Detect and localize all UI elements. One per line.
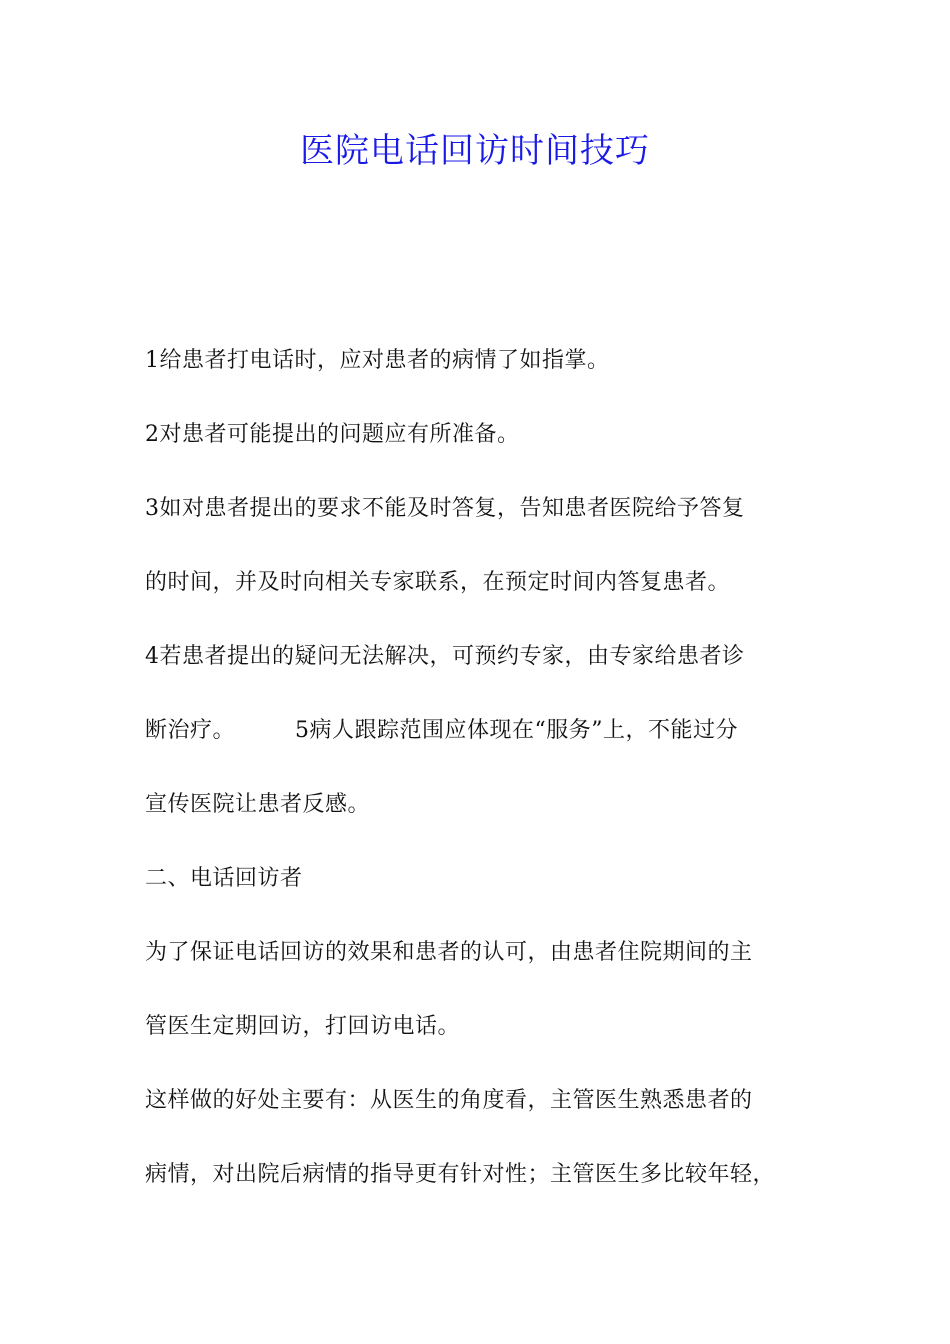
document-body [145,338,825,1226]
section-heading: 二、电话回访者 [145,866,303,891]
paragraph-line: 3如对患者提出的要求不能及时答复，告知患者医院给予答复 [145,496,745,521]
paragraph-line: 1给患者打电话时，应对患者的病情了如指掌。 [145,348,610,373]
paragraph-line: 的时间，并及时向相关专家联系，在预定时间内答复患者。 [145,570,731,595]
paragraph-line: 病情，对出院后病情的指导更有针对性；主管医生多比较年轻， [145,1162,776,1187]
paragraph-line: 2对患者可能提出的问题应有所准备。 [145,422,520,447]
paragraph-line: 这样做的好处主要有：从医生的角度看，主管医生熟悉患者的 [145,1088,753,1113]
paragraph-line: 宣传医院让患者反感。 [145,792,371,817]
document-title: 医院电话回访时间技巧 [300,131,650,171]
paragraph-line: 断治疗。 5病人跟踪范围应体现在“服务”上，不能过分 [145,718,738,743]
paragraph-line: 管医生定期回访，打回访电话。 [145,1014,461,1039]
paragraph-line: 为了保证电话回访的效果和患者的认可，由患者住院期间的主 [145,940,753,965]
paragraph-line: 4若患者提出的疑问无法解决，可预约专家，由专家给患者诊 [145,644,745,669]
